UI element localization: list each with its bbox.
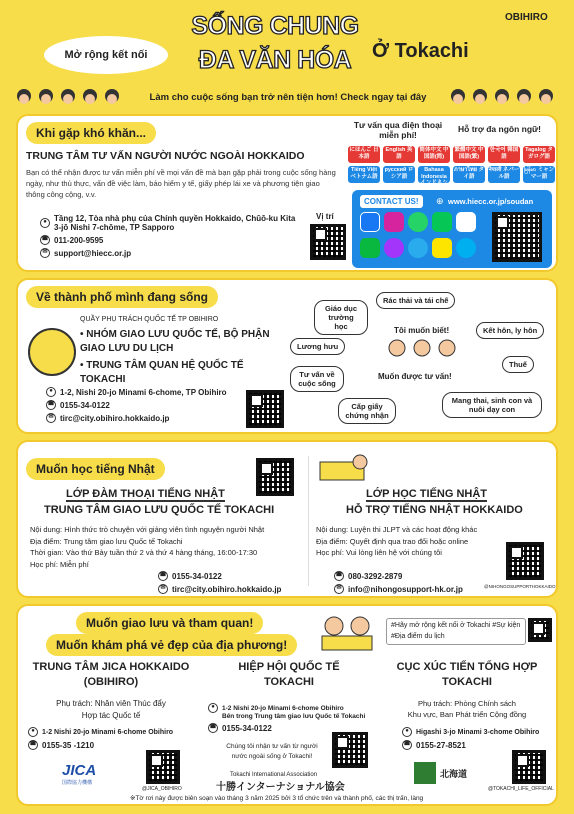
people-illustration	[382, 338, 462, 366]
jica-address: 1-2 Nishi 20-jo Minami 6-chome Obihiro	[42, 728, 174, 736]
whatsapp-icon[interactable]	[408, 212, 428, 232]
people-right-illustration	[448, 86, 560, 110]
facebook-icon[interactable]	[360, 212, 380, 232]
left-class-sub: TRUNG TÂM GIAO LƯU QUỐC TẾ TOKACHI	[44, 504, 275, 516]
sightseeing-illustration	[314, 612, 380, 652]
center-email[interactable]: support@hiecc.or.jp	[54, 248, 132, 258]
main-title-line2: ĐA VĂN HÓA	[198, 46, 352, 74]
contact-info	[40, 211, 300, 258]
bureau-phone[interactable]: 0155-27-8521	[416, 740, 466, 750]
mail-icon: ✉	[158, 584, 168, 594]
tia-address2: Bên trong Trung tâm giao lưu Quốc tế Tokachi	[222, 713, 366, 720]
want-to-know: Tôi muốn biết!	[394, 326, 450, 335]
tag-pregnancy: Mang thai, sinh con và nuôi dạy con	[442, 392, 542, 418]
language-badge: русский ロシア語	[383, 166, 415, 183]
jica-contact	[28, 724, 173, 750]
phone-icon: ☎	[208, 723, 218, 733]
hashtag-note: #Hãy mở rộng kết nối ở Tokachi #Sự kiện #Địa điểm du lịch	[386, 618, 526, 645]
instagram-icon[interactable]	[384, 212, 404, 232]
section-city-office	[16, 278, 558, 434]
left-class-qr-code[interactable]	[256, 458, 294, 496]
right-class-sub: HỖ TRỢ TIẾNG NHẬT HOKKAIDO	[346, 504, 523, 516]
city-phone[interactable]: 0155-34-0122	[60, 400, 110, 410]
section2-pill: Về thành phố mình đang sống	[26, 286, 218, 308]
phone-icon: ☎	[28, 740, 38, 750]
tia-qr-code[interactable]	[332, 732, 368, 768]
tag-marriage: Kết hôn, ly hôn	[476, 322, 544, 339]
jica-phone[interactable]: 0155-35 -1210	[42, 740, 95, 750]
language-badge: Tiếng Việt ベトナム語	[348, 166, 380, 183]
center-address: Tầng 12, Tòa nhà phụ của Chính quyền Hokkaido, Chūō-ku Kita 3-jō Nishi 7-chōme, TP Sapporo	[54, 214, 296, 232]
divider	[308, 456, 309, 586]
tag-certificate: Cấp giấy chứng nhận	[338, 398, 396, 424]
free-phone-label: Tư vấn qua điện thoại miễn phí!	[353, 120, 443, 140]
right-class-phone[interactable]: 080-3292-2879	[348, 571, 403, 581]
center-phone[interactable]: 011-200-9595	[54, 235, 104, 245]
tag-education: Giáo dục trường học	[314, 300, 368, 335]
language-badge: नेपाली ネパール語	[488, 166, 520, 183]
dept-label: QUẦY PHỤ TRÁCH QUỐC TẾ TP OBIHIRO	[80, 316, 219, 323]
right-class-qr-label: @NIHONGOSUPPORTHOKKAIDO	[484, 584, 556, 589]
section4-pill2: Muốn khám phá vẻ đẹp của địa phương!	[46, 634, 297, 656]
right-class-contact	[334, 568, 463, 594]
tia-logo: Tokachi International Association 十勝インターナショナル協会	[216, 772, 345, 793]
wechat-icon[interactable]	[360, 238, 380, 258]
at-tokachi: Ở Tokachi	[372, 40, 469, 62]
zalo-icon[interactable]	[456, 212, 476, 232]
footer-note: ※Tờ rơi này được biên soạn vào tháng 3 năm 2025 bởi 3 tổ chức trên và thành phố, các thị trấn, làng	[130, 795, 424, 802]
tag-tax: Thuế	[502, 356, 534, 373]
left-class-phone[interactable]: 0155-34-0122	[172, 571, 222, 581]
location-icon: ●	[28, 727, 38, 737]
jica-qr-label: @JICA_OBIHIRO	[142, 786, 182, 792]
kakaotalk-icon[interactable]	[432, 238, 452, 258]
skype-icon[interactable]	[456, 238, 476, 258]
language-badge: 简体中文 中国語(简)	[418, 146, 450, 163]
globe-illustration	[28, 328, 76, 376]
center-name: TRUNG TÂM TƯ VẤN NGƯỜI NƯỚC NGOÀI HOKKAIDO	[26, 150, 305, 162]
bureau-qr-code[interactable]	[512, 750, 546, 784]
book-illustration	[314, 452, 374, 486]
location-icon: ●	[402, 727, 412, 737]
right-class-title: LỚP HỌC TIẾNG NHẬT	[366, 488, 488, 500]
tag-life: Tư vấn về cuộc sống	[290, 366, 344, 392]
mail-icon: ✉	[46, 413, 56, 423]
website-link[interactable]: www.hiecc.or.jp/soudan	[448, 197, 534, 206]
tag-trash: Rác thải và tái chế	[376, 292, 455, 309]
phone-icon: ☎	[158, 571, 168, 581]
bureau-qr-label: @TOKACHI_LIFE_OFFICIAL	[488, 786, 554, 792]
right-class-email[interactable]: info@nihongosupport-hk.or.jp	[348, 584, 463, 594]
jica-resp: Phụ trách: Nhân viên Thúc đẩy Hợp tác Quốc tế	[56, 699, 166, 720]
center-description: Bạn có thể nhận được tư vấn miễn phí về mọi vấn đề mà bạn gặp phải trong cuộc sống hàng ngày, như thủ thực, vấn đề việc làm, bảo hiểm y tế, giấy phép lái xe và phương tiện giao thông công cộng, v.v.	[26, 168, 336, 199]
bureau-title: CỤC XÚC TIẾN TỔNG HỢP TOKACHI	[396, 661, 538, 688]
tag-pension: Lương hưu	[290, 338, 345, 355]
left-class-title: LỚP ĐÀM THOẠI TIẾNG NHẬT	[66, 488, 225, 500]
bureau-address: Higashi 3-jo Minami 3-chome Obihiro	[416, 728, 540, 736]
section1-pill: Khi gặp khó khăn...	[26, 122, 156, 144]
bureau-contact	[402, 724, 539, 750]
city-qr-code[interactable]	[246, 390, 284, 428]
location-icon: ●	[46, 387, 56, 397]
mail-icon: ✉	[334, 584, 344, 594]
section-consult-center	[16, 114, 558, 272]
hokkaido-emblem-icon	[414, 762, 436, 784]
language-badge: English 英語	[383, 146, 415, 163]
want-consult: Muốn được tư vấn!	[378, 372, 452, 381]
left-class-email[interactable]: tirc@city.obihiro.hokkaido.jp	[172, 584, 282, 594]
phone-icon: ☎	[46, 400, 56, 410]
contact-us-label: CONTACT US!	[360, 195, 423, 208]
dept-item-1: • NHÓM GIAO LƯU QUỐC TẾ, BỘ PHẬN GIAO LƯU DU LỊCH	[80, 329, 270, 354]
language-badge: 繁體中文 中国語(繁)	[453, 146, 485, 163]
section4-pill1: Muốn giao lưu và tham quan!	[76, 612, 263, 634]
location-qr-code[interactable]	[310, 224, 346, 260]
section-exchange	[16, 604, 558, 806]
left-bubble: Mở rộng kết nối	[44, 36, 168, 74]
city-address: 1-2, Nishi 20-jo Minami 6-chome, TP Obihiro	[60, 387, 227, 397]
messenger-icon[interactable]	[384, 238, 404, 258]
dept-list	[80, 328, 290, 387]
city-label: OBIHIRO	[505, 12, 548, 23]
phone-icon: ☎	[402, 740, 412, 750]
phone-icon: ☎	[334, 571, 344, 581]
hokkaido-logo: 北海道	[414, 762, 467, 784]
right-class-details: Nội dung: Luyện thi JLPT và các hoạt động khác Địa điểm: Quyết định qua trao đổi hoặc online Học phí: Vui lòng liên hệ với chúng tôi	[316, 525, 478, 558]
tia-phone[interactable]: 0155-34-0122	[222, 723, 272, 733]
section3-pill: Muốn học tiếng Nhật	[26, 458, 165, 480]
tia-note: Chúng tôi nhận tư vấn từ người nước ngoài sống ở Tokachi!	[226, 743, 318, 760]
exchange-qr-code[interactable]	[528, 618, 552, 642]
location-icon: ●	[40, 218, 50, 228]
main-title-line1: SỐNG CHUNG	[191, 12, 359, 40]
subtitle: Làm cho cuộc sống bạn trở nên tiện hơn! Check ngay tại đây	[149, 92, 427, 103]
city-email[interactable]: tirc@city.obihiro.hokkaido.jp	[60, 413, 170, 423]
mail-icon: ✉	[40, 248, 50, 258]
tia-contact	[208, 700, 378, 733]
language-badge: Tagalog タガログ語	[523, 146, 555, 163]
language-badge: မြန်မာ ミャンマー語	[523, 166, 555, 183]
language-badge: ภาษาไทย タイ語	[453, 166, 485, 183]
language-badge: にほんご 日本語	[348, 146, 380, 163]
people-left-illustration	[14, 86, 126, 110]
location-icon: ●	[208, 703, 218, 713]
language-badge: 한국어 韓国語	[488, 146, 520, 163]
phone-icon: ☎	[40, 235, 50, 245]
jica-qr-code[interactable]	[146, 750, 180, 784]
city-contact-info	[46, 384, 256, 423]
jica-title: TRUNG TÂM JICA HOKKAIDO (OBIHIRO)	[32, 661, 190, 688]
tia-address: 1-2 Nishi 20-jo Minami 6-chome Obihiro	[222, 704, 344, 712]
globe-icon: ⊕	[436, 196, 444, 206]
language-badge: Bahasa Indonesia インドネシ	[418, 166, 450, 183]
contact-box	[352, 190, 552, 268]
language-grid	[348, 146, 558, 186]
left-class-details: Nội dung: Hình thức trò chuyện với giảng viên tình nguyện người Nhật Địa điểm: Trung tâm giao lưu Quốc tế Tokachi Thời gian: Vào thứ Bảy tuần thứ 2 và thứ 4 hàng tháng, 16:00-17:30 Học phí: Miễn phí	[30, 525, 265, 569]
jica-logo: JICA 国際協力機構	[62, 762, 97, 786]
bureau-resp: Phụ trách: Phòng Chính sách Khu vực, Ban Phát triển Cộng đồng	[407, 699, 527, 720]
right-class-qr-code[interactable]	[506, 542, 544, 580]
contact-qr-code[interactable]	[492, 212, 542, 262]
telegram-icon[interactable]	[408, 238, 428, 258]
tia-title: HIỆP HỘI QUỐC TẾ TOKACHI	[238, 661, 340, 688]
multilang-label: Hỗ trợ đa ngôn ngữ!	[458, 124, 542, 134]
location-label: Vị trí	[316, 212, 334, 221]
dept-item-2: • TRUNG TÂM QUAN HỆ QUỐC TẾ TOKACHI	[80, 360, 244, 385]
section-japanese-classes	[16, 440, 558, 598]
left-class-contact	[158, 568, 281, 594]
line-icon[interactable]	[432, 212, 452, 232]
